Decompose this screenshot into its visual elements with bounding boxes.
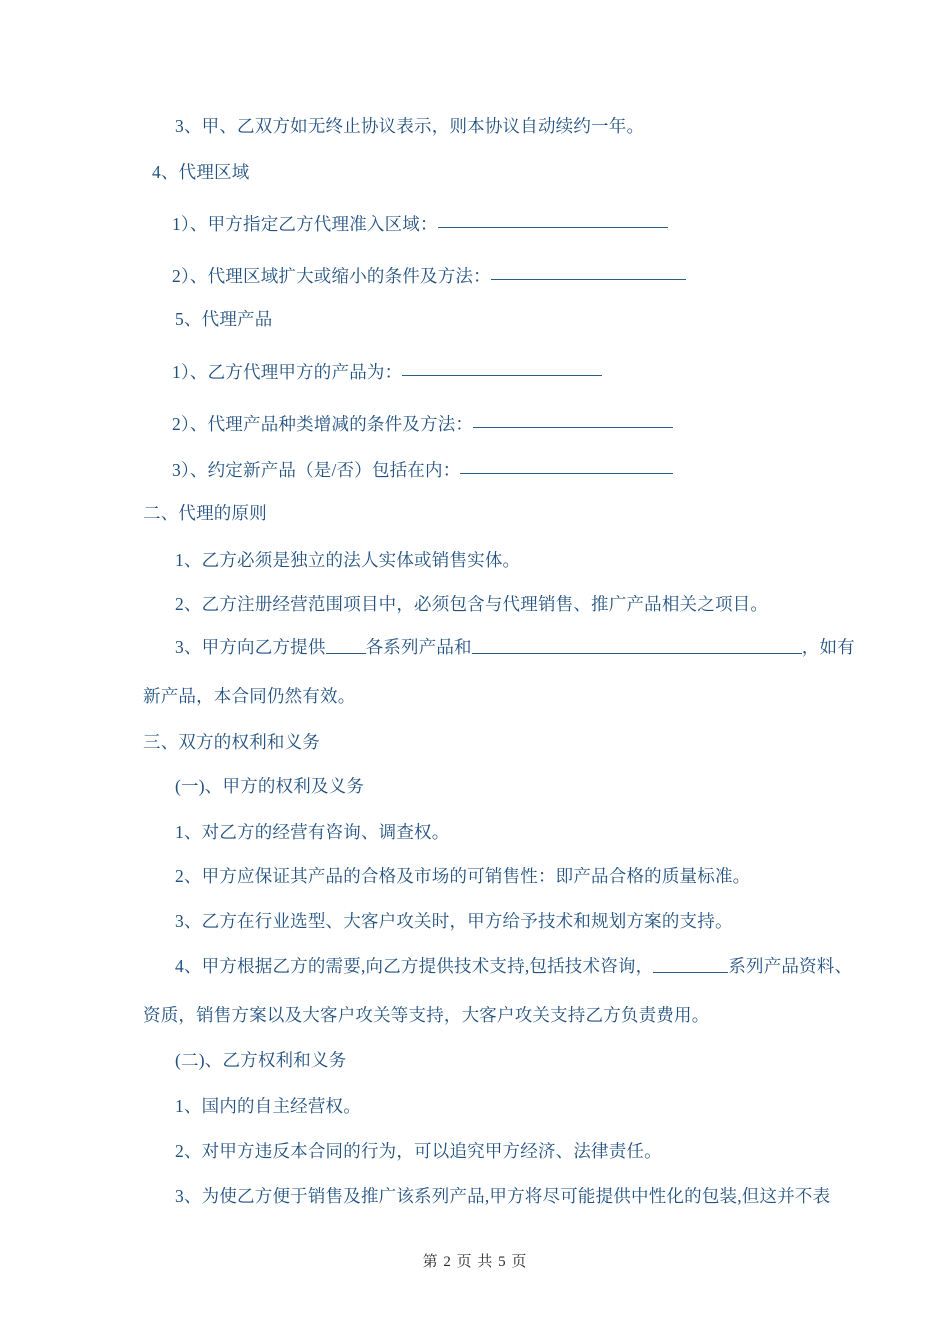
paragraph-line: 新产品，本合同仍然有效。 <box>143 686 356 706</box>
fill-in-blank[interactable] <box>491 267 686 280</box>
paragraph-line: 2、对甲方违反本合同的行为，可以追究甲方经济、法律责任。 <box>175 1141 662 1161</box>
page-footer <box>0 1250 950 1271</box>
paragraph-text: 4、甲方根据乙方的需要,向乙方提供技术支持,包括技术咨询， <box>175 956 654 976</box>
paragraph-line <box>175 639 855 657</box>
subheading-party-b: (二)、乙方权利和义务 <box>175 1050 347 1070</box>
paragraph-text: 1）、乙方代理甲方的产品为： <box>172 362 403 382</box>
paragraph-line <box>172 363 602 382</box>
paragraph-line: 3、甲、乙双方如无终止协议表示，则本协议自动续约一年。 <box>175 116 645 136</box>
paragraph-line <box>172 415 673 434</box>
paragraph-line: 1、对乙方的经营有咨询、调查权。 <box>175 822 450 842</box>
fill-in-blank[interactable] <box>472 640 802 654</box>
heading-agency-products: 5、代理产品 <box>175 309 273 329</box>
paragraph-text: 3、甲方向乙方提供 <box>175 637 326 657</box>
paragraph-line: 2、甲方应保证其产品的合格及市场的可销售性：即产品合格的质量标准。 <box>175 866 751 886</box>
fill-in-blank[interactable] <box>653 959 728 973</box>
paragraph-line <box>172 461 673 480</box>
paragraph-text: 1）、甲方指定乙方代理准入区域： <box>172 214 438 234</box>
paragraph-line <box>172 215 668 234</box>
paragraph-line: 1、乙方必须是独立的法人实体或销售实体。 <box>175 550 521 570</box>
paragraph-line <box>172 267 686 286</box>
fill-in-blank[interactable] <box>460 461 673 474</box>
paragraph-text: 系列产品资料、 <box>728 956 853 976</box>
fill-in-blank[interactable] <box>402 363 602 376</box>
fill-in-blank[interactable] <box>473 415 673 428</box>
page-number-label: 第 2 页 共 5 页 <box>422 1254 528 1270</box>
paragraph-line: 3、为使乙方便于销售及推广该系列产品,甲方将尽可能提供中性化的包装,但这并不表 <box>175 1186 831 1206</box>
paragraph-line: 3、乙方在行业选型、大客户攻关时，甲方给予技术和规划方案的支持。 <box>175 911 733 931</box>
paragraph-text: 2）、代理产品种类增减的条件及方法： <box>172 414 474 434</box>
paragraph-line: 1、国内的自主经营权。 <box>175 1096 361 1116</box>
fill-in-blank[interactable] <box>326 640 366 654</box>
paragraph-line: 2、乙方注册经营范围项目中，必须包含与代理销售、推广产品相关之项目。 <box>175 594 769 614</box>
paragraph-line <box>175 958 852 976</box>
paragraph-text: 各系列产品和 <box>365 637 472 657</box>
paragraph-text: 2）、代理区域扩大或缩小的条件及方法： <box>172 266 491 286</box>
paragraph-text: 3）、约定新产品（是/否）包括在内： <box>172 460 461 480</box>
heading-agency-region: 4、代理区域 <box>152 162 250 182</box>
heading-agency-principles: 二、代理的原则 <box>143 503 267 523</box>
subheading-party-a: (一)、甲方的权利及义务 <box>175 776 365 796</box>
fill-in-blank[interactable] <box>438 215 668 228</box>
paragraph-text: ，如有 <box>801 637 855 657</box>
heading-rights-obligations: 三、双方的权利和义务 <box>143 732 320 752</box>
paragraph-line: 资质，销售方案以及大客户攻关等支持，大客户攻关支持乙方负责费用。 <box>143 1005 710 1025</box>
